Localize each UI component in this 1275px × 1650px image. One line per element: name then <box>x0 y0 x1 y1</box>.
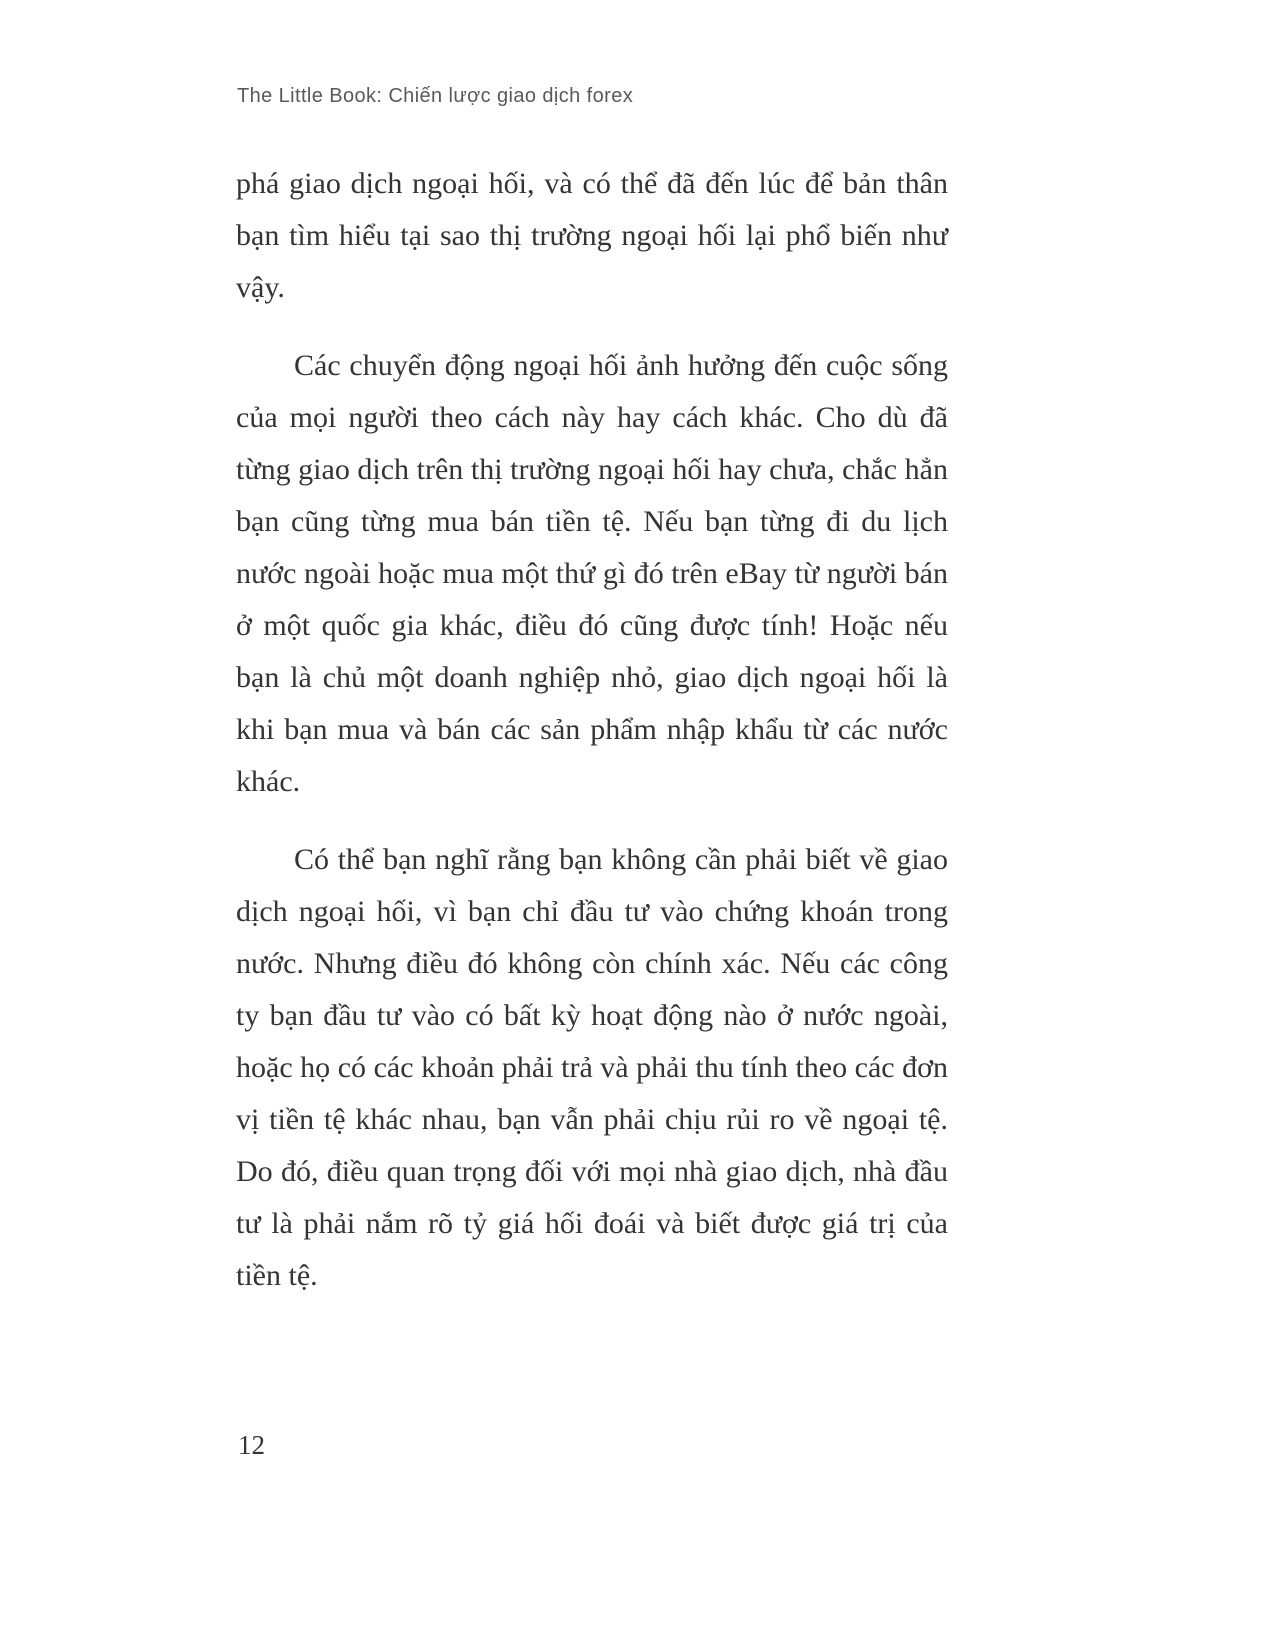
paragraph-continuation: phá giao dịch ngoại hối, và có thể đã đến lúc để bản thân bạn tìm hiểu tại sao thị trường ngoại hối lại phổ biến như vậy. <box>236 167 948 304</box>
paragraph: Có thể bạn nghĩ rằng bạn không cần phải biết về giao dịch ngoại hối, vì bạn chỉ đầu tư vào chứng khoán trong nước. Nhưng điều đó không còn chính xác. Nếu các công ty bạn đầu tư vào có bất kỳ hoạt động nào ở nước ngoài, hoặc họ có các khoản phải trả và phải thu tính theo các đơn vị tiền tệ khác nhau, bạn vẫn phải chịu rủi ro về ngoại tệ. Do đó, điều quan trọng đối với mọi nhà giao dịch, nhà đầu tư là phải nắm rõ tỷ giá hối đoái và biết được giá trị của tiền tệ. <box>236 843 948 1292</box>
running-head: The Little Book: Chiến lược giao dịch forex <box>237 85 634 107</box>
body-text <box>236 158 948 1328</box>
page-number: 12 <box>238 1430 265 1460</box>
paragraph: Các chuyển động ngoại hối ảnh hưởng đến cuộc sống của mọi người theo cách này hay cách khác. Cho dù đã từng giao dịch trên thị trường ngoại hối hay chưa, chắc hẳn bạn cũng từng mua bán tiền tệ. Nếu bạn từng đi du lịch nước ngoài hoặc mua một thứ gì đó trên eBay từ người bán ở một quốc gia khác, điều đó cũng được tính! Hoặc nếu bạn là chủ một doanh nghiệp nhỏ, giao dịch ngoại hối là khi bạn mua và bán các sản phẩm nhập khẩu từ các nước khác. <box>236 349 948 798</box>
